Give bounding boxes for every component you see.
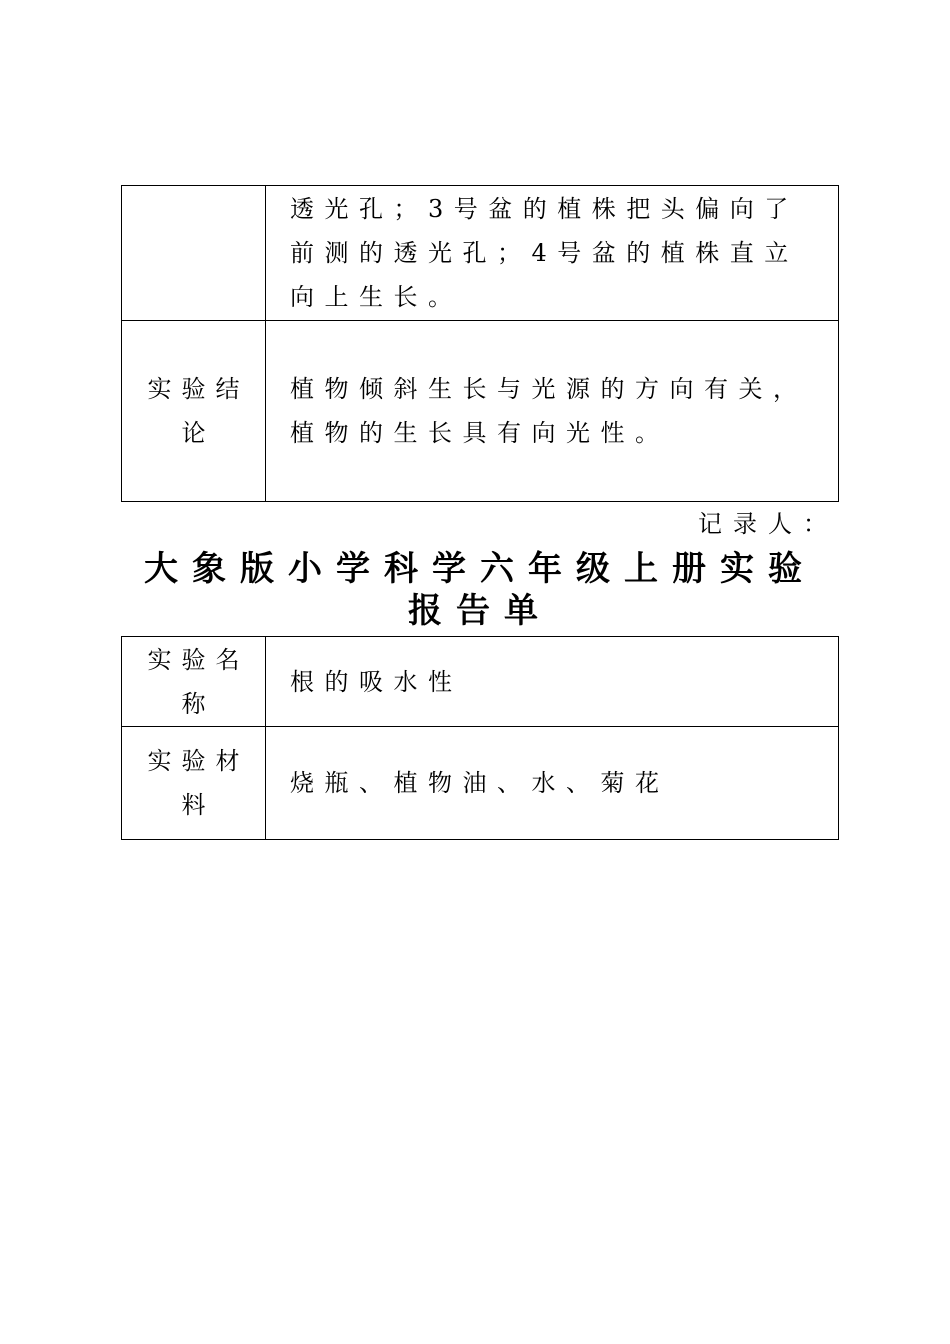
report-table-continued bbox=[121, 185, 839, 502]
observation-continued-text: 透光孔；3号盆的植株把头偏向了前测的透光孔；4号盆的植株直立向上生长。 bbox=[266, 186, 839, 321]
experiment-materials-label: 实验材料 bbox=[122, 727, 266, 840]
table-row bbox=[122, 186, 839, 321]
experiment-name-value: 根的吸水性 bbox=[266, 637, 839, 727]
table-row bbox=[122, 727, 839, 840]
page-title: 大象版小学科学六年级上册实验报告单 bbox=[144, 549, 816, 631]
experiment-name-label: 实验名称 bbox=[122, 637, 266, 727]
conclusion-text: 植物倾斜生长与光源的方向有关，植物的生长具有向光性。 bbox=[266, 321, 839, 502]
table-row bbox=[122, 637, 839, 727]
report-table bbox=[121, 636, 839, 840]
conclusion-label: 实验结论 bbox=[122, 321, 266, 502]
recorder-label: 记录人： bbox=[698, 510, 838, 538]
experiment-materials-value: 烧瓶、植物油、水、菊花 bbox=[266, 727, 839, 840]
empty-label-cell bbox=[122, 186, 266, 321]
table-row bbox=[122, 321, 839, 502]
